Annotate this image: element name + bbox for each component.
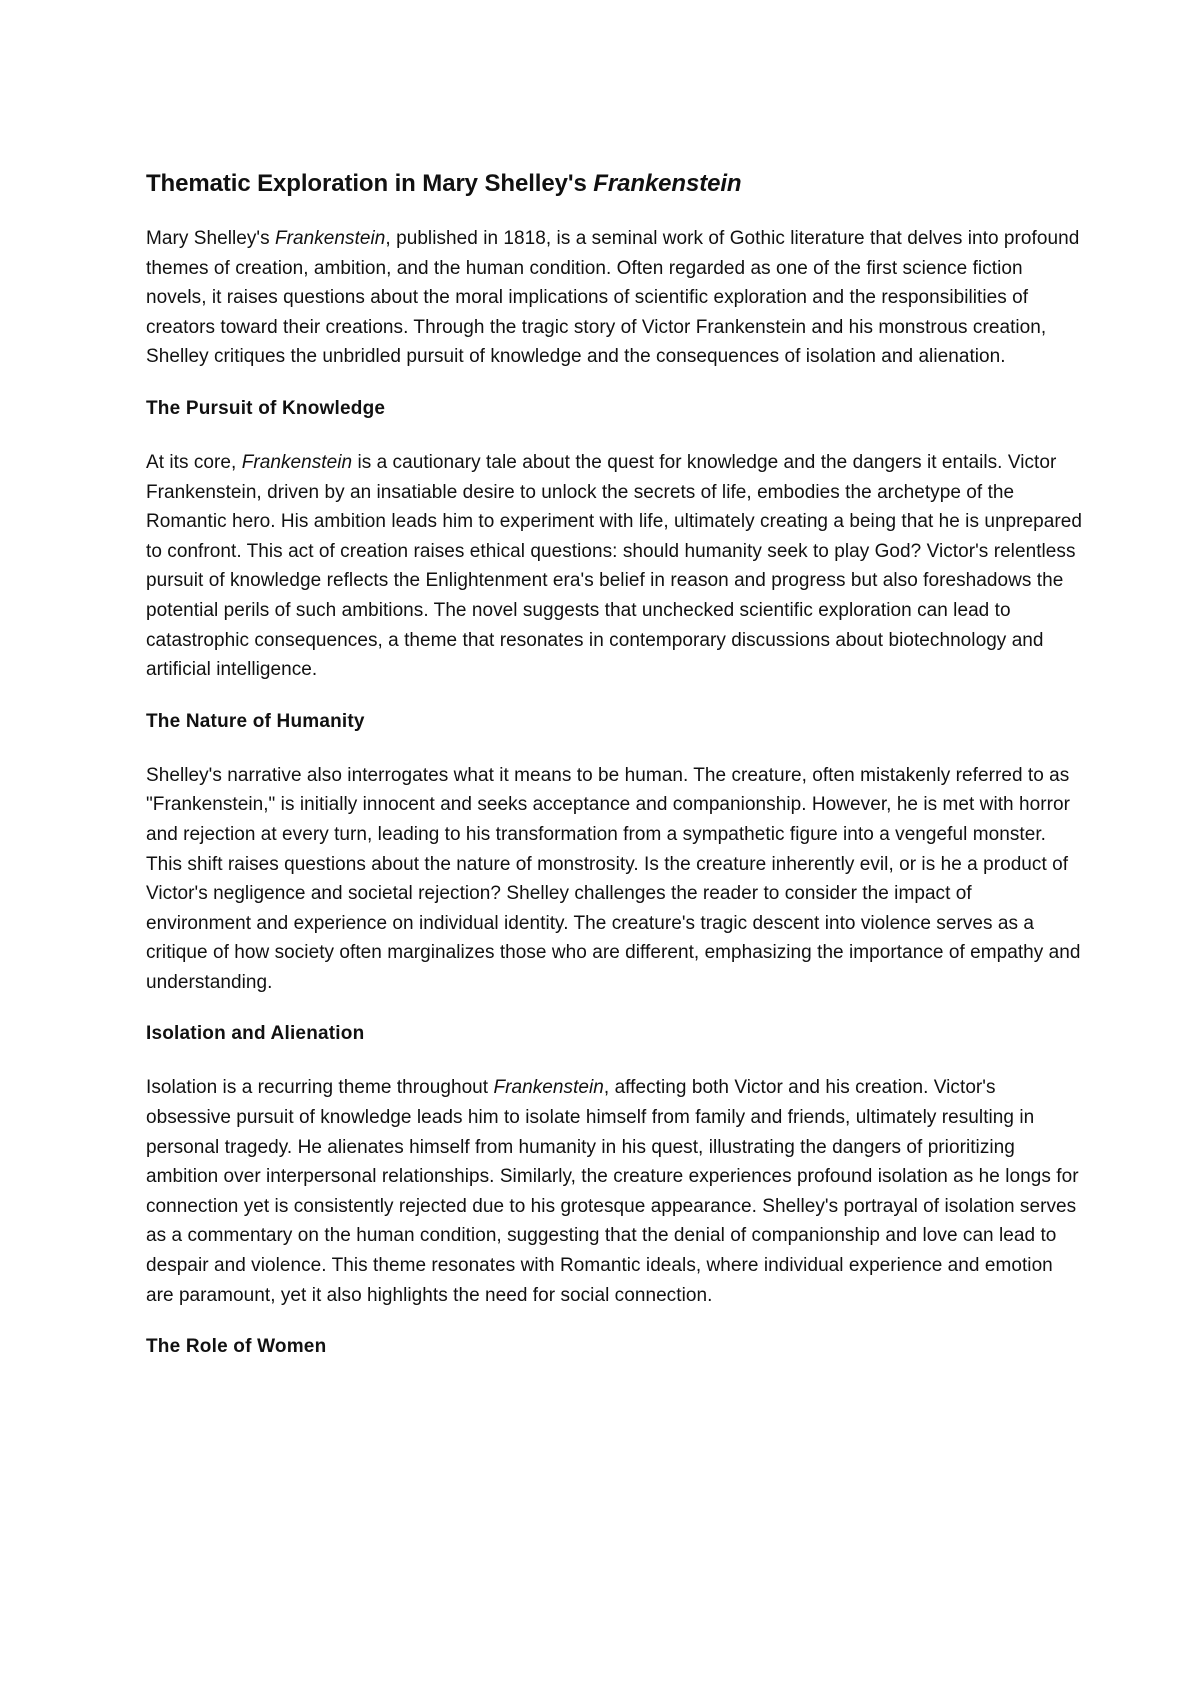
document-title xyxy=(146,168,1082,200)
title-italic-text: Frankenstein xyxy=(593,170,742,197)
section-heading: The Pursuit of Knowledge xyxy=(146,397,386,419)
italic-text-segment: Frankenstein xyxy=(274,228,386,249)
text-segment: is a cautionary tale about the quest for knowledge and the dangers it entails. Victor Frankenstein, driven by an insatiable desire to unlock the secrets of life, embodies the archetype of the Romantic hero. His ambition leads him to experiment with life, ultimately creating a being that he is unprepared to confront. This act of creation raises ethical questions: should humanity seek to play God? Victor's relentless pursuit of knowledge reflects the Enlightenment era's belief in reason and progress but also foreshadows the potential perils of such ambitions. The novel suggests that unchecked scientific exploration can lead to catastrophic consequences, a theme that resonates in contemporary discussions about biotechnology and artificial intelligence. xyxy=(146,451,1083,681)
text-segment: , published in 1818, is a seminal work of Gothic literature that delves into profound themes of creation, ambition, and the human condition. Often regarded as one of the first science fiction novels, it raises questions about the moral implications of scientific exploration and the responsibilities of creators toward their creations. Through the tragic story of Victor Frankenstein and his monstrous creation, Shelley critiques the unbridled pursuit of knowledge and the consequences of isolation and alienation. xyxy=(146,228,1080,368)
text-segment: Shelley's narrative also interrogates what it means to be human. The creature, often mistakenly referred to as "Frankenstein," is initially innocent and seeks acceptance and companionship. However, he is met with horror and rejection at every turn, leading to his transformation from a sympathetic figure into a vengeful monster. This shift raises questions about the nature of monstrosity. Is the creature inherently evil, or is he a product of Victor's negligence and societal rejection? Shelley challenges the reader to consider the impact of environment and experience on individual identity. The creature's tragic descent into violence serves as a critique of how society often marginalizes those who are different, emphasizing the importance of empathy and understanding. xyxy=(146,764,1081,993)
text-segment: Mary Shelley's xyxy=(146,228,275,249)
body-paragraph xyxy=(146,448,1082,685)
sections-container xyxy=(146,224,1082,1361)
text-segment: Isolation is a recurring theme throughout xyxy=(146,1077,494,1099)
body-paragraph xyxy=(146,1073,1082,1310)
section-heading: The Nature of Humanity xyxy=(146,710,365,732)
body-paragraph xyxy=(146,224,1082,372)
section-heading: Isolation and Alienation xyxy=(146,1023,365,1045)
italic-text-segment: Frankenstein xyxy=(493,1077,604,1099)
body-paragraph xyxy=(146,761,1082,998)
italic-text-segment: Frankenstein xyxy=(241,451,353,473)
document-body xyxy=(146,168,1082,1386)
section-heading: The Role of Women xyxy=(146,1336,327,1358)
text-segment: , affecting both Victor and his creation. Victor's obsessive pursuit of knowledge leads him to isolate himself from family and friends, ultimately resulting in personal tragedy. He alienates himself from humanity in his quest, illustrating the dangers of prioritizing ambition over interpersonal relationships. Similarly, the creature experiences profound isolation as he longs for connection yet is consistently rejected due to his grotesque appearance. Shelley's portrayal of isolation serves as a commentary on the human condition, suggesting that the denial of companionship and love can lead to despair and violence. This theme resonates with Romantic ideals, where individual experience and emotion are paramount, yet it also highlights the need for social connection. xyxy=(146,1077,1079,1306)
title-text: Thematic Exploration in Mary Shelley's xyxy=(146,170,594,197)
text-segment: At its core, xyxy=(146,451,242,473)
